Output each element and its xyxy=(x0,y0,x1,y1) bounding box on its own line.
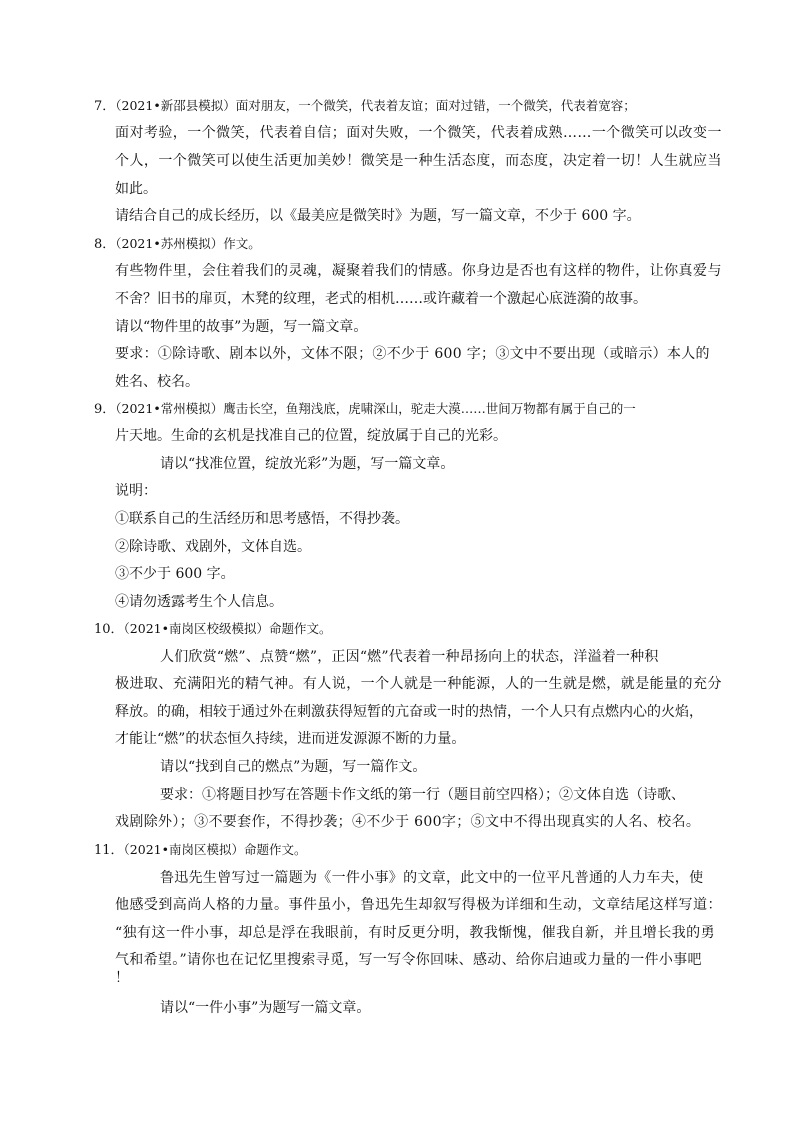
question-text: 说明： xyxy=(115,483,157,499)
question-number: 7． xyxy=(94,99,116,114)
question-number: 9． xyxy=(94,402,116,417)
question-text: ！ xyxy=(115,970,129,986)
question-9-header xyxy=(94,400,636,419)
question-text: 请以“物件里的故事”为题，写一篇文章。 xyxy=(115,319,368,335)
question-number: 8． xyxy=(94,237,116,252)
question-text: 请结合自己的成长经历，以《最美应是微笑时》为题，写一篇文章，不少于 600 字。 xyxy=(115,208,641,224)
question-text: 个人，一个微笑可以使生活更加美妙！微笑是一种生活态度，而态度，决定着一切！人生就应当 xyxy=(115,153,722,169)
question-text: ④请勿透露考生个人信息。 xyxy=(115,594,283,610)
question-text: 极进取、充满阳光的精气神。有人说，一个人就是一种能源，人的一生就是燃，就是能量的充分 xyxy=(115,676,722,692)
question-text: 气和希望。”请你也在记忆里搜索寻觅，写一写令你回味、感动、给你启迪或力量的一件小事吧 xyxy=(115,952,702,968)
question-text: ②除诗歌、戏剧外，文体自选。 xyxy=(115,539,311,555)
question-text: ③不少于 600 字。 xyxy=(115,566,235,582)
question-text: 他感受到高尚人格的力量。事件虽小，鲁迅先生却叙写得极为详细和生动，文章结尾这样写道： xyxy=(115,897,722,913)
question-source: （2021•新邵县模拟） xyxy=(115,98,236,113)
question-source: （2021•苏州模拟） xyxy=(115,236,224,251)
question-source: （2021•常州模拟） xyxy=(115,401,224,416)
question-text: 才能让“燃”的状态恒久持续，进而迸发源源不断的力量。 xyxy=(115,731,466,747)
question-text: 戏剧除外）；③不要套作，不得抄袭；④不少于 600字；⑤文中不得出现真实的人名、校名。 xyxy=(115,814,701,830)
question-8-header xyxy=(94,235,261,254)
question-text: 请以“找准位置，绽放光彩”为题，写一篇文章。 xyxy=(160,456,455,472)
question-11-header xyxy=(94,841,307,860)
question-number: 10． xyxy=(94,622,124,637)
question-7-header xyxy=(94,97,636,116)
question-text: 鹰击长空，鱼翔浅底，虎啸深山，驼走大漠……世间万物都有属于自己的一 xyxy=(223,401,636,416)
question-text: 有些物件里，会住着我们的灵魂，凝聚着我们的情感。你身边是否也有这样的物件，让你真爱与 xyxy=(115,263,722,279)
question-text: 请以“一件小事”为题写一篇文章。 xyxy=(160,1000,371,1016)
question-text: 命题作文。 xyxy=(268,621,332,636)
question-text: ①联系自己的生活经历和思考感悟，不得抄袭。 xyxy=(115,511,409,527)
question-text: 面对朋友，一个微笑，代表着友谊；面对过错，一个微笑，代表着宽容； xyxy=(235,98,636,113)
question-source: （2021•南岗区校级模拟） xyxy=(123,621,269,636)
question-text: 如此。 xyxy=(115,181,157,197)
question-text: 面对考验，一个微笑，代表着自信；面对失败，一个微笑，代表着成熟……一个微笑可以改变一 xyxy=(115,125,722,141)
question-text: 鲁迅先生曾写过一篇题为《一件小事》的文章，此文中的一位平凡普通的人力车夫，使 xyxy=(160,870,704,886)
question-source: （2021•南岗区模拟） xyxy=(123,842,244,857)
question-text: 人们欣赏“燃”、点赞“燃”，正因“燃”代表着一种昂扬向上的状态，洋溢着一种积 xyxy=(160,649,659,665)
question-text: 片天地。生命的玄机是找准自己的位置，绽放属于自己的光彩。 xyxy=(115,428,507,444)
question-text: 命题作文。 xyxy=(243,842,307,857)
question-text: 要求：①除诗歌、剧本以外，文体不限；②不少于 600 字；③文中不要出现（或暗示）本人的 xyxy=(115,346,710,362)
question-text: 不舍？旧书的扉页，木凳的纹理，老式的相机……或许藏着一个激起心底涟漪的故事。 xyxy=(115,291,647,307)
question-10-header xyxy=(94,620,332,639)
question-text: 作文。 xyxy=(223,236,261,251)
question-text: “独有这一件小事，却总是浮在我眼前，有时反更分明，教我惭愧，催我自新，并且增长我的勇 xyxy=(115,925,716,941)
question-text: 要求：①将题目抄写在答题卡作文纸的第一行（题目前空四格）；②文体自选（诗歌、 xyxy=(160,787,685,803)
question-number: 11． xyxy=(94,843,124,858)
question-text: 释放。的确，相较于通过外在刺激获得短暂的亢奋或一时的热情，一个人只有点燃内心的火焰， xyxy=(115,704,703,720)
question-text: 请以“找到自己的燃点”为题，写一篇作文。 xyxy=(160,759,427,775)
question-text: 姓名、校名。 xyxy=(115,374,199,390)
